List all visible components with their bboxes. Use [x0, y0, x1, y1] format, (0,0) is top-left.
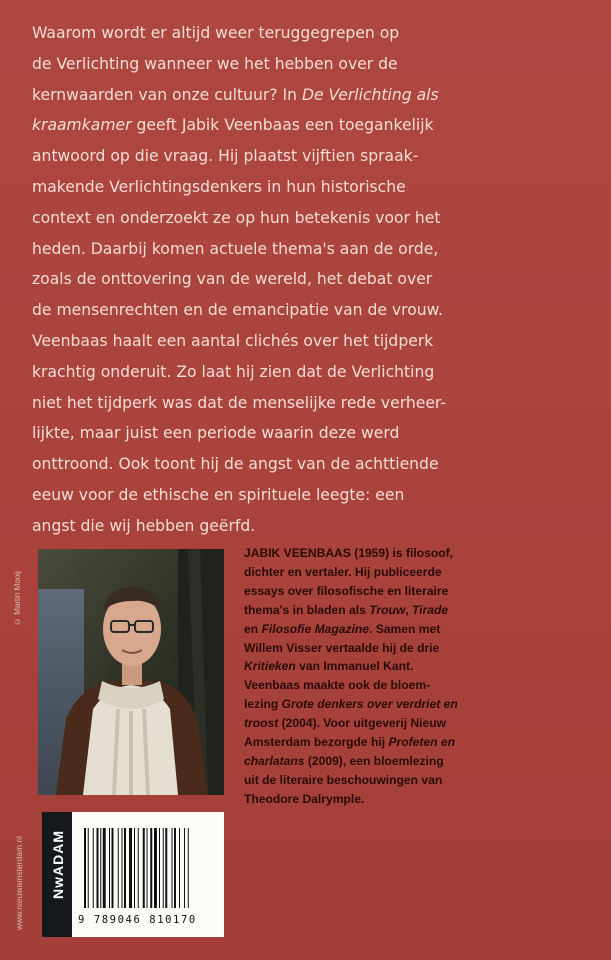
barcode-bar	[172, 828, 173, 908]
barcode-bar	[109, 828, 110, 908]
blurb-line: context en onderzoekt ze op hun betekenis voor het	[32, 208, 441, 227]
barcode-bar	[100, 828, 101, 908]
publication-title: Tirade	[412, 602, 449, 617]
blurb-line: lijkte, maar juist een periode waarin deze werd	[32, 424, 400, 443]
bio-line: lezing	[244, 697, 282, 712]
bio-line: (2004). Voor uitgeverij Nieuw	[278, 716, 447, 731]
publication-title: Grote denkers over verdriet en	[281, 697, 458, 712]
bio-line: (2009), een bloemlezing	[304, 753, 444, 768]
barcode-bar	[134, 828, 135, 908]
barcode-bar	[154, 828, 157, 908]
publication-title: Filosofie Magazine	[261, 621, 369, 636]
barcode-bar	[138, 828, 139, 908]
barcode-bar	[179, 828, 180, 908]
barcode-bar	[124, 828, 126, 908]
blurb-line: heden. Daarbij komen actuele thema's aan de orde,	[32, 239, 439, 258]
barcode-bar	[147, 828, 148, 908]
book-title: kraamkamer	[32, 116, 132, 135]
photo-credit: © Martin Mooij	[13, 571, 22, 626]
bio-line: thema's in bladen als	[244, 602, 370, 617]
blurb-line: geeft Jabik Veenbaas een toegankelijk	[131, 116, 434, 135]
bio-line: essays over filosofische en literaire	[244, 583, 449, 598]
publisher-logo	[42, 812, 72, 937]
bio-line: JABIK VEENBAAS (1959) is filosoof,	[244, 546, 453, 560]
blurb-line: Waarom wordt er altijd weer teruggegrepen op	[32, 24, 400, 42]
author-bio	[244, 544, 589, 809]
blurb-line: zoals de onttovering van de wereld, het debat over	[32, 270, 433, 289]
blurb-line: kernwaarden van onze cultuur? In	[32, 85, 302, 104]
bio-line: en	[244, 621, 262, 636]
blurb-line: de Verlichting wanneer we het hebben over de	[32, 54, 398, 73]
bio-line: dichter en vertaler. Hij publiceerde	[244, 564, 442, 579]
blurb-line: Veenbaas haalt een aantal clichés over het tijdperk	[32, 331, 434, 350]
blurb-line: eeuw voor de ethische en spirituele leegte: een	[32, 485, 405, 504]
publisher-logo-text: NwADAM	[50, 830, 66, 899]
blurb-line: de mensenrechten en de emancipatie van de vrouw.	[32, 301, 443, 320]
barcode-panel	[42, 812, 224, 937]
bio-line: van Immanuel Kant.	[295, 659, 414, 674]
blurb-line: antwoord op die vraag. Hij plaatst vijftien spraak-	[32, 147, 419, 166]
barcode-bar	[159, 828, 160, 908]
blurb-line: makende Verlichtingsdenkers in hun historische	[32, 177, 406, 196]
barcode-bar	[88, 828, 89, 908]
author-photo	[38, 549, 224, 795]
bio-line: Theodore Dalrymple.	[244, 791, 365, 806]
publication-title: troost	[244, 716, 279, 731]
barcode-bar	[122, 828, 123, 908]
publication-title: Profeten en	[388, 735, 456, 750]
blurb-line: krachtig onderuit. Zo laat hij zien dat de Verlichting	[32, 362, 435, 381]
blurb-text	[32, 18, 592, 542]
isbn-number: 9 789046 810170	[78, 914, 197, 926]
publisher-website[interactable]: www.nieuwamsterdam.nl	[14, 835, 24, 930]
barcode-bar	[103, 828, 106, 908]
barcode-bar	[84, 828, 86, 908]
barcode-bar	[93, 828, 94, 908]
bio-line: ,	[405, 602, 412, 617]
barcode-bar	[163, 828, 164, 908]
barcode-bar	[97, 828, 99, 908]
isbn-barcode	[84, 828, 210, 908]
barcode-bar	[184, 828, 185, 908]
barcode-bar	[112, 828, 114, 908]
bio-line: uit de literaire beschouwingen van	[244, 772, 443, 787]
barcode-bar	[129, 828, 132, 908]
blurb-line: niet het tijdperk was dat de menselijke rede verheer-	[32, 393, 446, 412]
blurb-line: angst die wij hebben geërfd.	[32, 516, 256, 535]
bio-line: . Samen met	[369, 621, 441, 636]
bio-line: Willem Visser vertaalde hij de drie	[244, 640, 440, 655]
book-title: De Verlichting als	[301, 85, 439, 104]
barcode-bar	[165, 828, 167, 908]
barcode-bar	[174, 828, 176, 908]
publication-title: charlatans	[244, 753, 305, 768]
barcode-bar	[118, 828, 119, 908]
blurb-line: onttroond. Ook toont hij de angst van de achttiende	[32, 455, 439, 474]
barcode-bar	[188, 828, 189, 908]
bio-line: Veenbaas maakte ook de bloem-	[244, 678, 431, 693]
bio-line: Amsterdam bezorgde hij	[244, 735, 389, 750]
barcode-bar	[143, 828, 145, 908]
author-portrait-image	[38, 549, 224, 795]
publication-title: Kritieken	[244, 659, 296, 674]
barcode-bar	[150, 828, 152, 908]
publication-title: Trouw	[369, 602, 406, 617]
